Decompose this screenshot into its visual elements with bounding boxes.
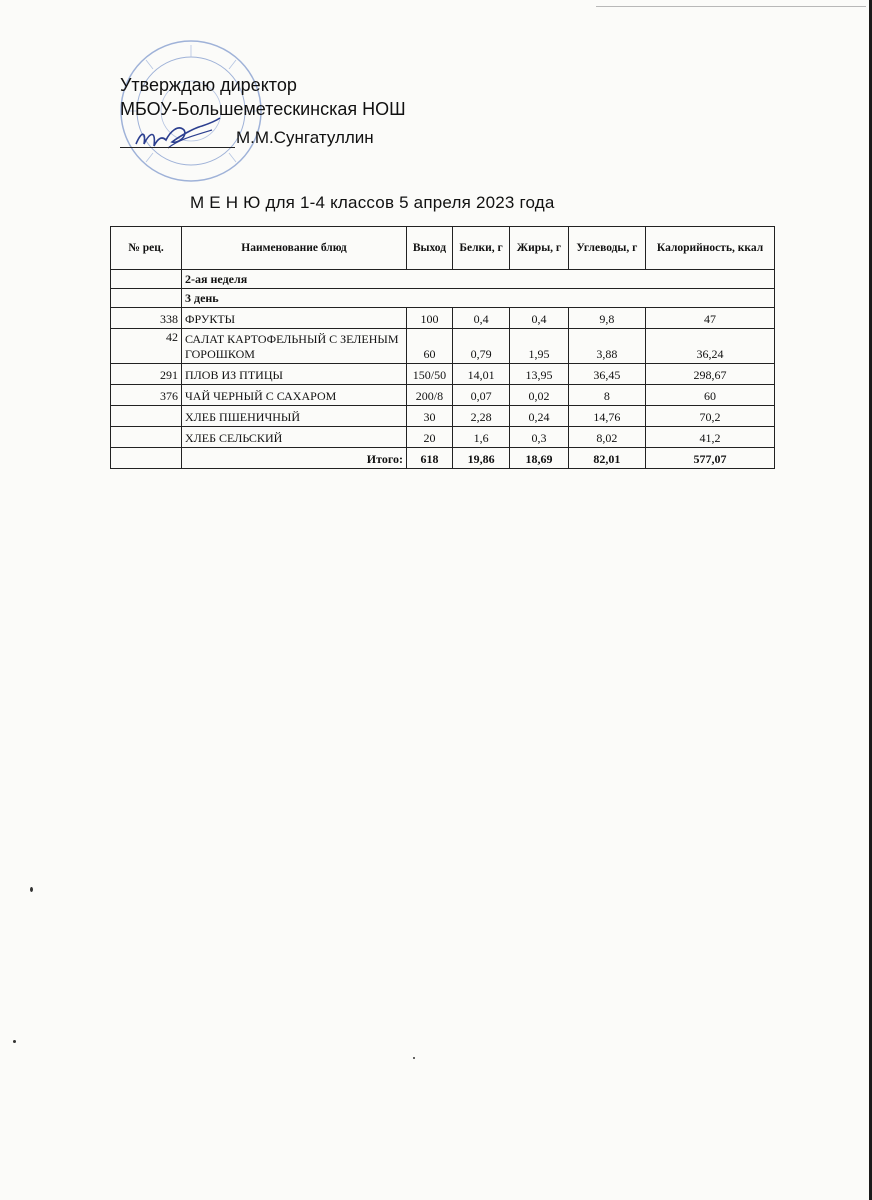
recipe-number <box>111 427 182 448</box>
total-kcal: 577,07 <box>646 448 775 469</box>
table-row <box>111 385 775 406</box>
school-name: МБОУ-Большеметескинская НОШ <box>120 99 406 119</box>
dish-yield: 30 <box>407 406 453 427</box>
menu-table <box>110 226 775 469</box>
dish-carbs: 8,02 <box>568 427 645 448</box>
dish-yield: 150/50 <box>407 364 453 385</box>
dish-kcal: 60 <box>646 385 775 406</box>
dish-name: ХЛЕБ ПШЕНИЧНЫЙ <box>182 406 407 427</box>
column-header-fat: Жиры, г <box>510 227 568 270</box>
speck <box>30 887 33 892</box>
speck <box>413 1057 415 1059</box>
dish-fat: 0,4 <box>510 308 568 329</box>
dish-kcal: 41,2 <box>646 427 775 448</box>
column-header-carbs: Углеводы, г <box>568 227 645 270</box>
director-signature-row <box>120 128 406 148</box>
week-row <box>111 270 775 289</box>
recipe-number <box>111 406 182 427</box>
column-header-kcal: Калорийность, ккал <box>646 227 775 270</box>
dish-fat: 0,02 <box>510 385 568 406</box>
day-row <box>111 289 775 308</box>
dish-carbs: 14,76 <box>568 406 645 427</box>
dish-carbs: 8 <box>568 385 645 406</box>
dish-protein: 2,28 <box>452 406 509 427</box>
total-label: Итого: <box>182 448 407 469</box>
dish-protein: 14,01 <box>452 364 509 385</box>
recipe-number: 338 <box>111 308 182 329</box>
total-protein: 19,86 <box>452 448 509 469</box>
table-row <box>111 308 775 329</box>
column-header-yield: Выход <box>407 227 453 270</box>
dish-protein: 0,07 <box>452 385 509 406</box>
menu-title: М Е Н Ю для 1-4 классов 5 апреля 2023 года <box>190 193 555 212</box>
dish-yield: 20 <box>407 427 453 448</box>
dish-fat: 0,24 <box>510 406 568 427</box>
dish-kcal: 70,2 <box>646 406 775 427</box>
dish-name: ЧАЙ ЧЕРНЫЙ С САХАРОМ <box>182 385 407 406</box>
column-header-name: Наименование блюд <box>182 227 407 270</box>
dish-kcal: 47 <box>646 308 775 329</box>
day-label: 3 день <box>182 289 775 308</box>
table-row <box>111 406 775 427</box>
approval-title: Утверждаю директор <box>120 75 297 95</box>
menu-table-container <box>110 226 775 469</box>
table-row <box>111 364 775 385</box>
dish-name: ПЛОВ ИЗ ПТИЦЫ <box>182 364 407 385</box>
dish-protein: 1,6 <box>452 427 509 448</box>
dish-name: ХЛЕБ СЕЛЬСКИЙ <box>182 427 407 448</box>
dish-protein: 0,4 <box>452 308 509 329</box>
table-header-row <box>111 227 775 270</box>
dish-kcal: 298,67 <box>646 364 775 385</box>
dish-name: САЛАТ КАРТОФЕЛЬНЫЙ С ЗЕЛЕНЫМ ГОРОШКОМ <box>182 329 407 364</box>
dish-yield: 60 <box>407 329 453 364</box>
page-edge-top <box>596 6 866 7</box>
total-row <box>111 448 775 469</box>
column-header-rec: № рец. <box>111 227 182 270</box>
dish-fat: 0,3 <box>510 427 568 448</box>
director-name: М.М.Сунгатуллин <box>236 128 374 147</box>
speck <box>13 1040 16 1043</box>
total-carbs: 82,01 <box>568 448 645 469</box>
dish-kcal: 36,24 <box>646 329 775 364</box>
approval-block <box>120 74 406 148</box>
recipe-number: 376 <box>111 385 182 406</box>
dish-yield: 200/8 <box>407 385 453 406</box>
table-row <box>111 427 775 448</box>
week-label: 2-ая неделя <box>182 270 775 289</box>
total-fat: 18,69 <box>510 448 568 469</box>
column-header-protein: Белки, г <box>452 227 509 270</box>
dish-yield: 100 <box>407 308 453 329</box>
dish-fat: 1,95 <box>510 329 568 364</box>
recipe-number: 291 <box>111 364 182 385</box>
total-yield: 618 <box>407 448 453 469</box>
dish-fat: 13,95 <box>510 364 568 385</box>
dish-name: ФРУКТЫ <box>182 308 407 329</box>
dish-carbs: 36,45 <box>568 364 645 385</box>
signature-line <box>120 131 235 148</box>
dish-carbs: 3,88 <box>568 329 645 364</box>
dish-carbs: 9,8 <box>568 308 645 329</box>
recipe-number: 42 <box>111 329 182 364</box>
table-row <box>111 329 775 364</box>
dish-protein: 0,79 <box>452 329 509 364</box>
